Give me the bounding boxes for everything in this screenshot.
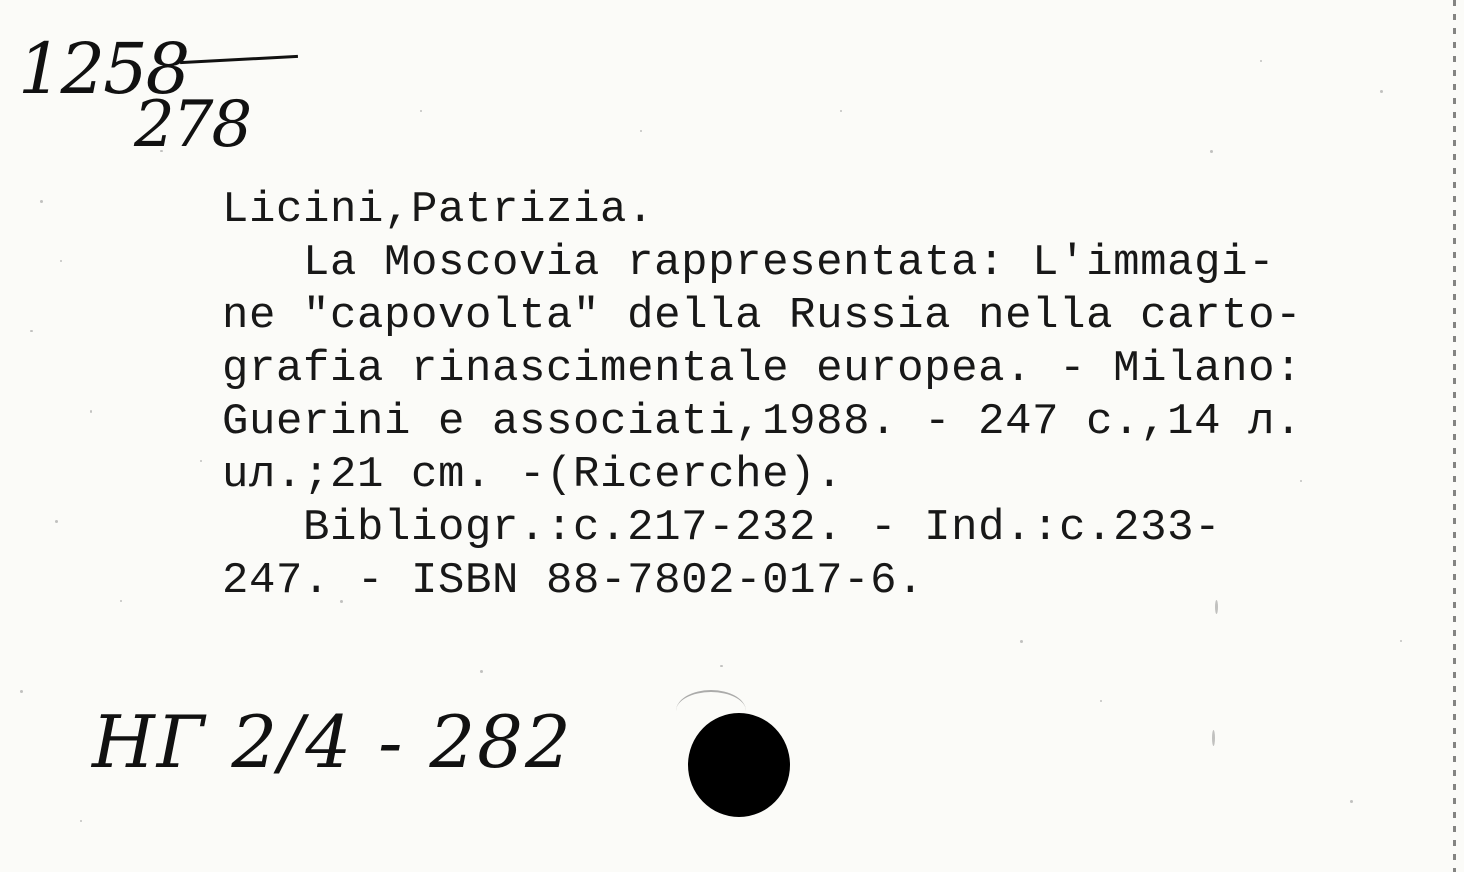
entry-line: 247. - ISBN 88-7802-017-6. — [222, 556, 925, 606]
punch-hole — [688, 713, 790, 817]
bibliographic-entry — [222, 184, 1302, 608]
entry-line: La Moscovia rappresentata: L'immagi- — [222, 238, 1276, 288]
entry-line: Licini,Patrizia. — [222, 185, 655, 235]
entry-line: ne "capovolta" della Russia nella carto- — [222, 291, 1303, 341]
entry-line: Bibliogr.:c.217-232. - Ind.:c.233- — [222, 503, 1222, 553]
card-right-edge — [1453, 0, 1456, 872]
entry-line: uл.;21 cm. -(Ricerche). — [222, 450, 844, 500]
handwritten-shelf-mark: НГ 2/4 - 282 — [92, 700, 573, 784]
entry-line: Guerini e associati,1988. - 247 c.,14 л. — [222, 397, 1303, 447]
handwritten-sub-number: 278 — [134, 88, 251, 162]
handwritten-underline — [180, 55, 298, 64]
entry-line: grafia rinascimentale europea. - Milano: — [222, 344, 1303, 394]
handwritten-number: 1258 — [18, 28, 189, 110]
